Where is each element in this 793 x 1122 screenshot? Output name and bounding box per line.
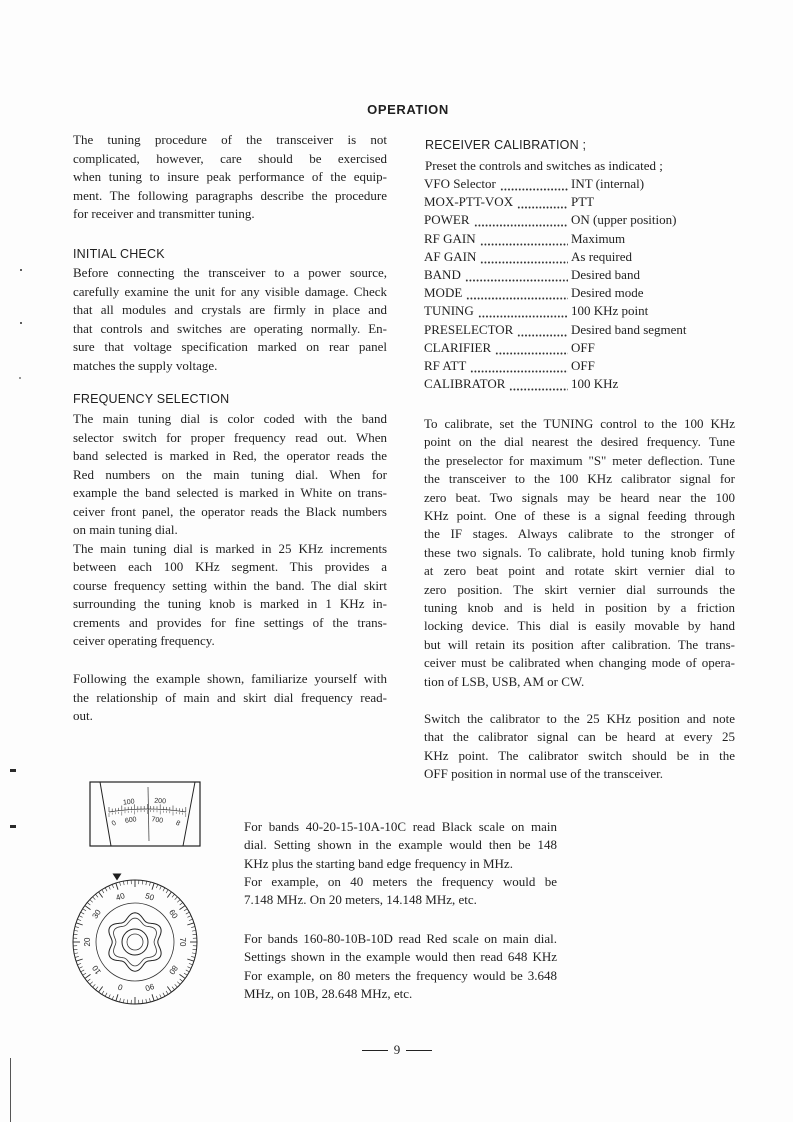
skirt-tick xyxy=(87,979,90,982)
text-line: KHz point. One of these is a signal feeding through xyxy=(424,508,735,524)
skirt-tick xyxy=(191,927,195,928)
scan-speck xyxy=(19,377,21,379)
page-number: 9 xyxy=(393,1042,401,1057)
skirt-tick xyxy=(166,890,168,893)
setting-value: Maximum xyxy=(571,230,626,246)
skirt-tick xyxy=(77,963,81,964)
skirt-tick xyxy=(175,984,178,987)
dot-leader xyxy=(474,211,569,229)
setting-label-cell xyxy=(424,339,571,357)
skirt-tick xyxy=(74,953,78,954)
skirt-scale-label: 60 xyxy=(167,907,180,921)
setting-label-cell xyxy=(424,321,571,339)
text-line: For bands 160-80-10B-10D read Red scale on main dial. xyxy=(244,931,557,946)
skirt-tick xyxy=(109,886,111,890)
setting-value: INT (internal) xyxy=(571,176,645,191)
skirt-tick xyxy=(146,881,147,885)
black-scale-paragraph-1 xyxy=(244,818,557,873)
skirt-tick xyxy=(156,996,157,1000)
text-line: The main tuning dial is color coded with the band xyxy=(73,411,387,426)
setting-value: Desired band segment xyxy=(571,321,687,337)
text-line: these two signals. To calibrate, hold tuning knob firmly xyxy=(424,544,735,560)
skirt-tick xyxy=(99,892,103,898)
setting-control: CLARIFIER xyxy=(424,339,492,355)
dial-hairline-cursor xyxy=(148,787,149,841)
skirt-tick xyxy=(146,999,147,1003)
skirt-tick xyxy=(189,919,193,920)
setting-row xyxy=(424,375,735,393)
footer-dash-left xyxy=(362,1050,388,1051)
preset-settings-list xyxy=(424,175,735,393)
skirt-tick xyxy=(116,883,118,890)
skirt-tick xyxy=(163,993,165,997)
skirt-scale-label: 80 xyxy=(167,963,180,977)
main-dial-lower-label: 8 xyxy=(174,819,182,828)
footer-dash-right xyxy=(406,1050,432,1051)
setting-control: CALIBRATOR xyxy=(424,376,506,392)
skirt-tick xyxy=(187,923,194,925)
skirt-tick xyxy=(95,987,98,990)
skirt-tick xyxy=(87,902,90,905)
setting-label-cell xyxy=(424,302,571,320)
skirt-tick xyxy=(112,996,113,1000)
setting-label-cell xyxy=(424,175,571,193)
scan-edge-line xyxy=(10,1058,11,1122)
text-line: that all modules and crystals are firmly in place and xyxy=(73,302,387,317)
skirt-tick xyxy=(75,927,79,928)
skirt-tick xyxy=(76,959,83,961)
text-line: but will retain its position after calibration. The trans- xyxy=(424,636,735,652)
text-line: surrounding the tuning knob is marked in 1 KHz in- xyxy=(73,596,387,611)
text-line: the IF stages. Always calibrate to the stronger of xyxy=(424,526,735,542)
skirt-tick xyxy=(187,959,194,961)
text-line: dial. Setting shown in the example would then be 148 xyxy=(244,837,557,853)
text-line: complicated, however, care should be exercised xyxy=(73,150,387,166)
setting-value: 100 KHz point xyxy=(571,303,649,319)
text-line: Switch the calibrator to the 25 KHz position and note xyxy=(424,711,735,726)
text-line: Following the example shown, familiarize yourself with xyxy=(73,671,387,686)
text-line: For example, on 40 meters the frequency would be xyxy=(244,873,557,889)
skirt-tick xyxy=(109,994,111,998)
skirt-tick xyxy=(102,991,104,994)
scan-speck xyxy=(20,322,22,324)
dial-window-right-edge xyxy=(183,782,195,846)
receiver-calibration-heading: RECEIVER CALIBRATION ; xyxy=(425,138,587,152)
main-dial-lower-label: 0 xyxy=(110,819,118,828)
dot-leader xyxy=(465,266,568,284)
skirt-scale-label: 10 xyxy=(90,963,103,977)
skirt-tick xyxy=(180,979,183,982)
tuning-knob-outline xyxy=(109,913,161,971)
setting-row xyxy=(424,175,735,193)
setting-row xyxy=(424,339,735,357)
skirt-tick xyxy=(166,991,168,994)
setting-value: OFF xyxy=(571,357,595,373)
main-dial-lower-label: 600 xyxy=(124,816,138,825)
text-line: at zero beat point and rotate skirt vernier dial to xyxy=(424,563,735,579)
setting-label-cell xyxy=(424,357,571,375)
skirt-tick xyxy=(180,902,183,905)
text-line: For example, on 80 meters the frequency would be 3.648 xyxy=(244,967,557,983)
tuning-knob-center xyxy=(127,934,143,950)
setting-row xyxy=(424,284,735,302)
frequency-selection-paragraph-1 xyxy=(73,410,387,540)
initial-check-paragraph xyxy=(73,264,387,375)
skirt-scale-label: 70 xyxy=(177,937,187,947)
dial-window-frame xyxy=(90,782,200,846)
setting-row xyxy=(424,302,735,320)
skirt-scale-label: 50 xyxy=(144,891,156,903)
skirt-tick xyxy=(75,956,79,957)
setting-control: MODE xyxy=(424,285,463,301)
setting-control: AF GAIN xyxy=(424,248,477,264)
skirt-tick xyxy=(105,993,107,997)
skirt-tick xyxy=(187,916,191,918)
skirt-tick xyxy=(187,967,191,969)
text-line: that the calibrator signal can be heard at every 25 xyxy=(424,729,735,745)
skirt-tick xyxy=(179,974,185,978)
skirt-tick xyxy=(167,892,171,898)
skirt-tick xyxy=(79,967,83,969)
skirt-tick xyxy=(149,998,150,1002)
setting-control: TUNING xyxy=(424,303,474,319)
text-line: ment. The following paragraphs describe the procedure xyxy=(73,187,387,203)
text-line: crements and provides for fine settings of the trans- xyxy=(73,614,387,630)
skirt-tick xyxy=(83,909,86,911)
dot-leader xyxy=(495,339,568,357)
skirt-tick xyxy=(73,934,77,935)
skirt-tick xyxy=(172,987,175,990)
skirt-tick xyxy=(186,912,190,914)
text-line: carefully examine the unit for any visible damage. Check xyxy=(73,283,387,299)
skirt-tick xyxy=(189,963,193,964)
text-line: tion of LSB, USB, AM or CW. xyxy=(424,673,585,689)
text-line: example the band selected is marked in White on trans- xyxy=(73,485,387,500)
setting-value: OFF xyxy=(571,339,595,355)
scan-speck xyxy=(20,269,22,271)
skirt-tick xyxy=(193,949,197,950)
skirt-tick xyxy=(74,930,78,931)
setting-label-cell xyxy=(424,248,571,266)
skirt-tick xyxy=(123,999,124,1003)
setting-label-cell xyxy=(424,375,571,393)
text-line: course frequency setting within the band. The dial skirt xyxy=(73,577,387,593)
tuning-knob-hub xyxy=(122,929,148,955)
setting-control: RF ATT xyxy=(424,357,467,373)
skirt-tick xyxy=(156,884,157,888)
skirt-tick xyxy=(112,884,113,888)
setting-control: MOX-PTT-VOX xyxy=(424,194,514,210)
red-scale-paragraph xyxy=(244,930,557,1003)
text-line: matches the supply voltage. xyxy=(73,357,218,373)
skirt-tick xyxy=(160,994,162,998)
frequency-selection-heading: FREQUENCY SELECTION xyxy=(73,392,230,406)
dot-leader xyxy=(466,284,568,302)
text-line: between each 100 KHz segment. This provides a xyxy=(73,559,387,574)
skirt-tick xyxy=(184,973,187,975)
text-line: for receiver and transmitter tuning. xyxy=(73,206,255,221)
setting-value: Desired mode xyxy=(571,285,644,301)
initial-check-heading: INITIAL CHECK xyxy=(73,247,165,261)
dot-leader xyxy=(500,175,568,193)
skirt-tick xyxy=(123,881,124,885)
setting-value: As required xyxy=(571,248,633,264)
text-line: on main tuning dial. xyxy=(73,522,178,537)
setting-label-cell xyxy=(424,284,571,302)
dial-window-left-edge xyxy=(100,782,111,846)
setting-value: PTT xyxy=(571,194,595,210)
setting-row xyxy=(424,321,735,339)
text-line: locking device. This dial is easily movable by hand xyxy=(424,618,735,634)
main-dial-upper-label: 200 xyxy=(154,797,167,806)
setting-label-cell xyxy=(424,211,571,229)
text-line: the preselector for maximum "S" meter deflection. Tune xyxy=(424,452,735,468)
skirt-tick xyxy=(93,984,96,987)
skirt-scale-label: 90 xyxy=(144,981,156,993)
text-line: point on the dial nearest the desired frequency. Tune xyxy=(424,434,735,450)
skirt-tick xyxy=(152,883,154,890)
skirt-tick xyxy=(81,912,85,914)
dot-leader xyxy=(517,193,568,211)
text-line: OFF position in normal use of the transceiver. xyxy=(424,766,664,782)
skirt-scale-label: 40 xyxy=(114,891,126,903)
dot-leader xyxy=(480,230,568,248)
text-line: zero position. The skirt vernier dial surrounds the xyxy=(424,581,735,597)
skirt-tick xyxy=(142,880,143,884)
skirt-tick xyxy=(93,897,96,900)
skirt-tick xyxy=(184,909,187,911)
intro-paragraph xyxy=(73,131,387,224)
scan-speck xyxy=(10,769,16,772)
setting-value: Desired band xyxy=(571,266,640,282)
page-title: OPERATION xyxy=(367,102,449,117)
skirt-tick xyxy=(85,974,91,978)
text-line: 7.148 MHz. On 20 meters, 14.148 MHz, etc. xyxy=(244,892,477,908)
skirt-tick xyxy=(179,906,185,910)
setting-control: BAND xyxy=(424,266,461,282)
switch-calibrator-paragraph xyxy=(424,710,735,784)
skirt-scale-labels xyxy=(83,891,187,993)
calibrate-paragraph xyxy=(424,415,735,691)
setting-row xyxy=(424,266,735,284)
text-line: ceiver must be calibrated when changing mode of opera- xyxy=(424,655,735,671)
setting-control: VFO Selector xyxy=(424,176,496,191)
skirt-tick xyxy=(81,970,85,972)
text-line: tuning knob and is held in position by a friction xyxy=(424,600,735,616)
text-line: The main tuning dial is marked in 25 KHz increments xyxy=(73,540,387,556)
text-line: the transceiver to the 100 KHz calibrator signal for xyxy=(424,471,735,487)
main-dial-upper-label: 100 xyxy=(122,798,136,807)
skirt-tick xyxy=(77,919,81,920)
text-line: KHz point. The calibrator switch should be in the xyxy=(424,747,735,763)
text-line: For bands 40-20-15-10A-10C read Black scale on main xyxy=(244,819,557,834)
main-dial-window-illustration xyxy=(89,781,201,847)
skirt-tick xyxy=(149,882,150,886)
skirt-tick xyxy=(90,982,93,985)
skirt-tick xyxy=(160,886,162,890)
dot-leader xyxy=(509,375,568,393)
skirt-tick xyxy=(193,934,197,935)
skirt-tick xyxy=(105,888,107,892)
skirt-tick xyxy=(116,994,118,1001)
skirt-inner-rim xyxy=(96,903,174,981)
skirt-tick xyxy=(172,894,175,897)
skirt-tick xyxy=(177,982,180,985)
text-line: Before connecting the transceiver to a power source, xyxy=(73,265,387,280)
text-line: selector switch for proper frequency read out. When xyxy=(73,429,387,445)
skirt-tick xyxy=(73,949,77,950)
skirt-scale-label: 20 xyxy=(83,937,93,947)
skirt-tick xyxy=(99,986,103,992)
skirt-tick xyxy=(102,890,104,893)
text-line: ceiver operating frequency. xyxy=(73,633,215,648)
skirt-tick xyxy=(90,900,93,903)
setting-label-cell xyxy=(424,266,571,284)
skirt-tick xyxy=(76,923,83,925)
setting-row xyxy=(424,211,735,229)
text-line: ceiver front panel, the operator reads the Black numbers xyxy=(73,503,387,519)
setting-row xyxy=(424,230,735,248)
skirt-tick xyxy=(95,894,98,897)
skirt-tick xyxy=(127,1000,128,1004)
text-line: when tuning to insure peak performance of the equip- xyxy=(73,169,387,184)
text-line: band selected is marked in Red, the operator reads the xyxy=(73,448,387,463)
dial-pointer-icon xyxy=(113,874,122,881)
text-line: Settings shown in the example would then read 648 KHz xyxy=(244,949,557,965)
text-line: Red numbers on the main tuning dial. When for xyxy=(73,466,387,482)
setting-row xyxy=(424,193,735,211)
skirt-tick xyxy=(191,956,195,957)
text-line: To calibrate, set the TUNING control to the 100 KHz xyxy=(424,416,735,431)
skirt-tick xyxy=(192,930,196,931)
setting-label-cell xyxy=(424,230,571,248)
text-line: the relationship of main and skirt dial frequency read- xyxy=(73,689,387,705)
setting-label-cell xyxy=(424,193,571,211)
text-line: sure that voltage specification marked on rear panel xyxy=(73,339,387,354)
skirt-scale-label: 30 xyxy=(90,907,103,921)
black-scale-paragraph-2 xyxy=(244,873,557,910)
skirt-tick xyxy=(120,882,121,886)
skirt-tick xyxy=(192,953,196,954)
skirt-tick xyxy=(120,998,121,1002)
text-line: out. xyxy=(73,708,93,723)
text-line: The tuning procedure of the transceiver is not xyxy=(73,132,387,147)
skirt-tick xyxy=(163,888,165,892)
setting-row xyxy=(424,357,735,375)
skirt-tick xyxy=(152,994,154,1001)
frequency-selection-paragraph-2 xyxy=(73,540,387,651)
dot-leader xyxy=(517,321,568,339)
dot-leader xyxy=(480,248,568,266)
tuning-knob-inner-outline xyxy=(114,918,157,966)
dot-leader xyxy=(470,357,568,375)
setting-row xyxy=(424,248,735,266)
setting-control: PRESELECTOR xyxy=(424,321,514,337)
skirt-tick xyxy=(186,970,190,972)
text-line: KHz plus the starting band edge frequency in MHz. xyxy=(244,855,513,871)
scan-speck xyxy=(10,825,16,828)
skirt-scale-label: 0 xyxy=(116,982,124,993)
text-line: that controls and switches are operating normally. En- xyxy=(73,320,387,336)
dot-leader xyxy=(478,302,568,320)
setting-value: ON (upper position) xyxy=(571,212,677,228)
skirt-tick xyxy=(175,897,178,900)
main-dial-lower-label: 700 xyxy=(150,816,164,825)
skirt-tick xyxy=(177,900,180,903)
skirt-tick xyxy=(83,973,86,975)
skirt-tick xyxy=(127,880,128,884)
preset-instruction: Preset the controls and switches as indicated ; xyxy=(425,158,663,173)
skirt-tick xyxy=(142,1000,143,1004)
text-line: zero beat. Two signals may be heard near the 100 xyxy=(424,489,735,505)
setting-control: RF GAIN xyxy=(424,230,476,246)
skirt-tick xyxy=(167,986,171,992)
setting-value: 100 KHz xyxy=(571,376,619,392)
text-line: MHz, on 10B, 28.648 MHz, etc. xyxy=(244,985,413,1001)
following-example-paragraph xyxy=(73,670,387,726)
page-footer xyxy=(356,1042,438,1058)
setting-control: POWER xyxy=(424,212,470,228)
skirt-dial-illustration xyxy=(65,872,205,1012)
skirt-tick xyxy=(79,916,83,918)
skirt-tick xyxy=(85,906,91,910)
